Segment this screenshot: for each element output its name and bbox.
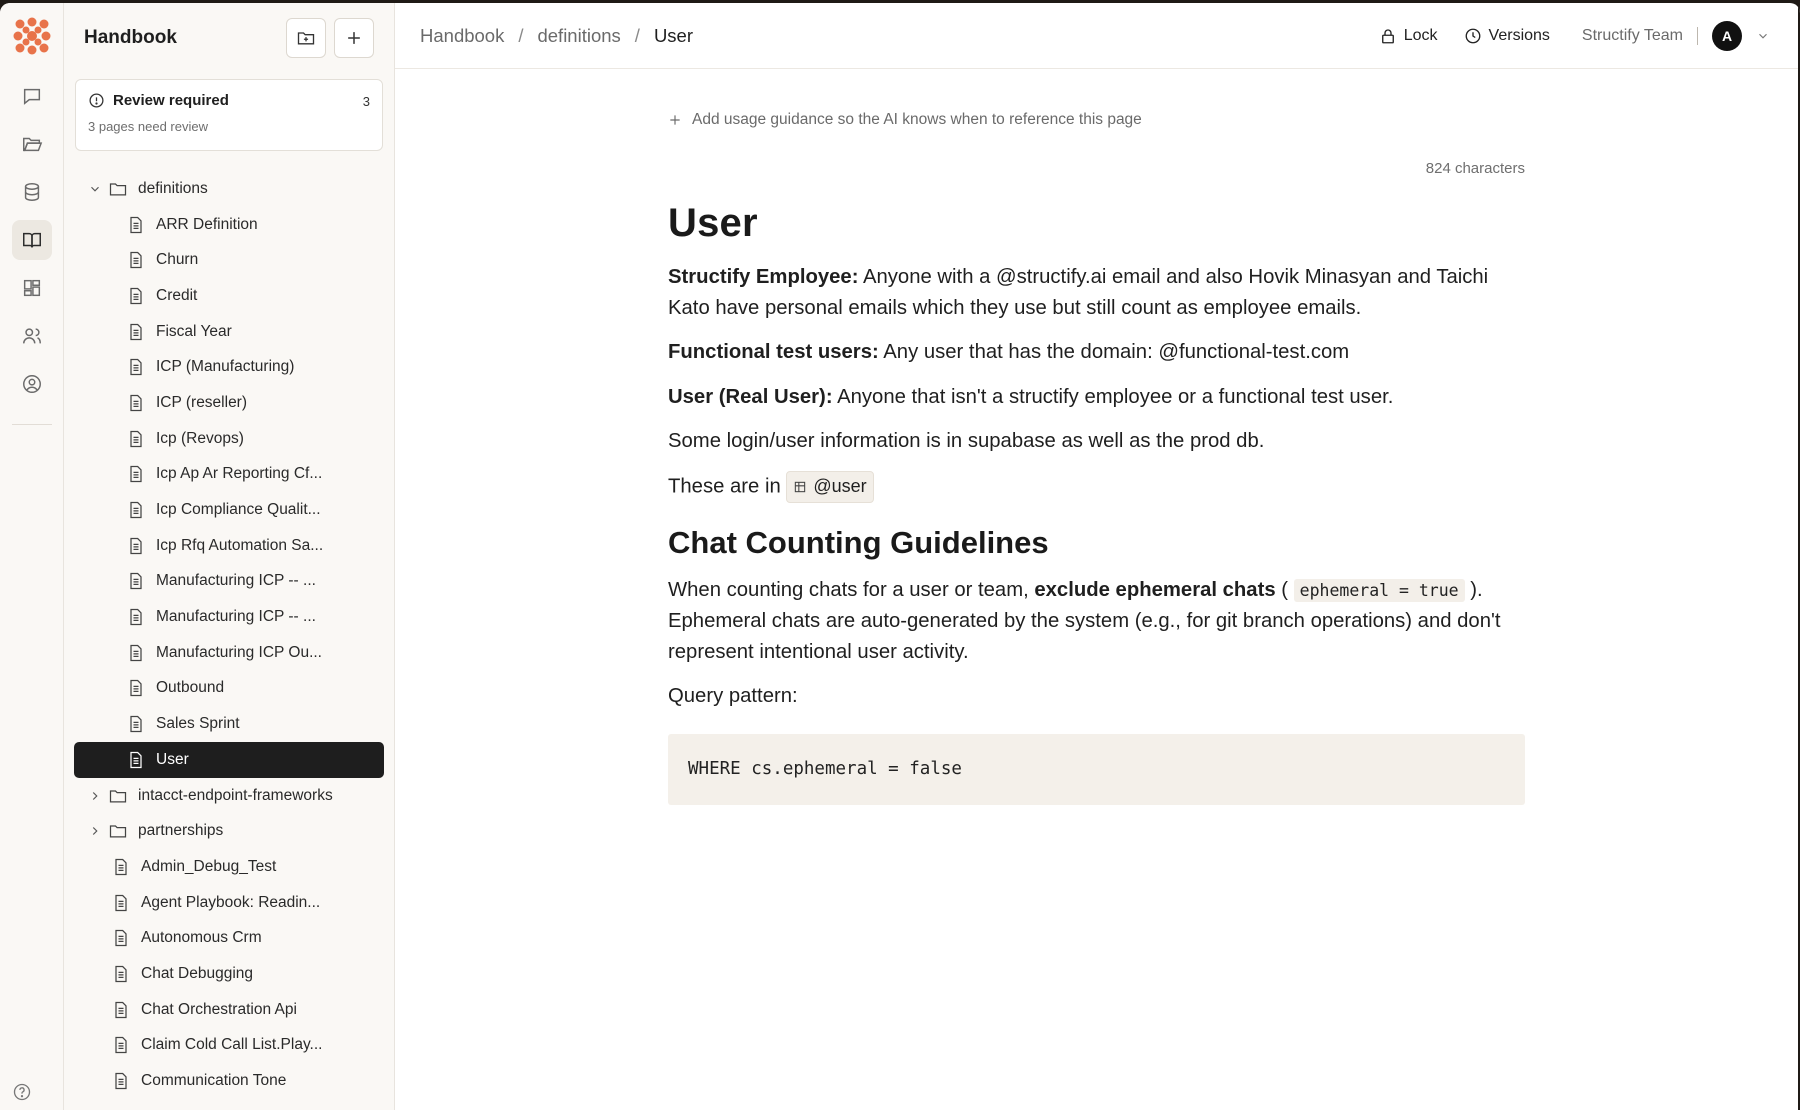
document-icon (126, 750, 146, 770)
chat-icon[interactable] (12, 76, 52, 116)
tree-item[interactable] (64, 992, 394, 1028)
tree-item-label: Manufacturing ICP Ou... (156, 643, 322, 661)
tree-item-label: Agent Playbook: Readin... (141, 893, 321, 911)
paragraph[interactable] (668, 426, 1525, 457)
paragraph[interactable] (668, 471, 1525, 503)
main-area (395, 3, 1800, 1110)
lock-label: Lock (1403, 27, 1438, 44)
book-icon[interactable] (12, 220, 52, 260)
code-block[interactable]: WHERE cs.ephemeral = false (668, 734, 1525, 805)
document-icon (126, 607, 146, 627)
page-tree (64, 171, 394, 1099)
document-icon (126, 286, 146, 306)
plus-icon (344, 28, 364, 48)
tree-item[interactable] (64, 885, 394, 921)
tree-item-label: Sales Sprint (156, 715, 240, 733)
character-count: 824 characters (1425, 160, 1525, 177)
document-icon (126, 393, 146, 413)
section-heading[interactable]: Chat Counting Guidelines (668, 524, 1049, 560)
handbook-sidebar (64, 3, 395, 1110)
tree-item-label: Autonomous Crm (141, 929, 262, 947)
bold-term: Structify Employee: (668, 266, 859, 288)
lock-button[interactable] (1373, 23, 1444, 49)
tree-item-label: Fiscal Year (156, 322, 232, 340)
document-icon (126, 678, 146, 698)
tree-item-label: Churn (156, 251, 199, 269)
review-title: Review required (113, 92, 229, 109)
paragraph-text: Any user that has the domain: @functional-test.com (878, 341, 1350, 363)
tree-item-label: Icp Ap Ar Reporting Cf... (156, 465, 323, 483)
tree-item-label: Chat Orchestration Api (141, 1000, 297, 1018)
table-icon (793, 480, 807, 494)
folder-icon (108, 179, 128, 199)
breadcrumb-separator: / (518, 25, 524, 46)
avatar[interactable]: A (1712, 21, 1742, 51)
paragraph-text: Anyone that isn't a structify employee or a functional test user. (832, 385, 1394, 408)
new-page-button[interactable] (334, 18, 374, 58)
tree-item[interactable] (64, 849, 394, 885)
review-subtitle: 3 pages need review (88, 119, 208, 134)
tree-item-label: User (156, 750, 189, 768)
bold-term: User (Real User): (668, 385, 833, 408)
alert-circle-icon (88, 92, 105, 109)
folder-icon (108, 821, 128, 841)
structify-logo[interactable] (12, 16, 52, 56)
chevron-right-icon[interactable] (88, 789, 102, 803)
paragraph-text: ( (1275, 578, 1294, 601)
tree-item[interactable] (64, 314, 394, 350)
tree-item[interactable] (64, 421, 394, 457)
paragraph-text: Query pattern: (668, 685, 798, 707)
lock-icon (1379, 27, 1397, 45)
document-icon (126, 571, 146, 591)
folder-partnerships[interactable] (64, 813, 394, 849)
chevron-down-icon[interactable] (1756, 29, 1770, 43)
tree-item-label: Manufacturing ICP -- ... (156, 608, 316, 626)
guidance-label: Add usage guidance so the AI knows when to reference this page (692, 111, 1142, 128)
tree-item-label: Communication Tone (141, 1072, 287, 1090)
folder-icon (108, 786, 128, 806)
document-icon (126, 429, 146, 449)
app-window (0, 3, 1800, 1110)
sidebar-title: Handbook (84, 27, 177, 48)
plus-icon (668, 113, 682, 127)
add-guidance-button[interactable] (668, 111, 1525, 129)
tree-item-label: ICP (reseller) (156, 393, 248, 411)
users-icon[interactable] (12, 316, 52, 356)
tree-item-label: Credit (156, 286, 198, 304)
document-icon (111, 1071, 131, 1091)
folder-open-icon[interactable] (12, 124, 52, 164)
folder-label: partnerships (138, 822, 224, 840)
folder-label: definitions (138, 179, 208, 197)
new-folder-button[interactable] (286, 18, 326, 58)
rail-divider (12, 424, 52, 425)
tree-item-label: Admin_Debug_Test (141, 857, 277, 875)
tree-item[interactable] (64, 956, 394, 992)
tree-item-selected[interactable] (74, 742, 384, 778)
icon-rail (0, 3, 64, 1110)
document-icon (126, 536, 146, 556)
tree-item[interactable] (64, 278, 394, 314)
versions-button[interactable] (1458, 23, 1556, 49)
top-bar (395, 3, 1800, 69)
tree-item[interactable] (64, 457, 394, 493)
paragraph[interactable] (668, 262, 1525, 323)
tree-item[interactable] (64, 599, 394, 635)
document-icon (111, 928, 131, 948)
tree-item[interactable] (64, 349, 394, 385)
versions-label: Versions (1488, 27, 1550, 44)
folder-intacct[interactable] (64, 778, 394, 814)
dashboard-icon[interactable] (12, 268, 52, 308)
tree-item-label: Icp (Revops) (156, 429, 244, 447)
document-icon (111, 857, 131, 877)
tree-item-label: Chat Debugging (141, 964, 254, 982)
tree-item[interactable] (64, 564, 394, 600)
tree-item[interactable] (64, 528, 394, 564)
document-icon (111, 964, 131, 984)
tree-item[interactable] (64, 635, 394, 671)
document-icon (111, 1035, 131, 1055)
tree-item[interactable] (64, 706, 394, 742)
tree-item[interactable] (64, 385, 394, 421)
tree-item[interactable] (64, 1063, 394, 1099)
database-icon[interactable] (12, 172, 52, 212)
document-icon (126, 714, 146, 734)
paragraph-text: These are in (668, 474, 787, 497)
bold-term: exclude ephemeral chats (1034, 578, 1276, 601)
folder-definitions[interactable] (64, 171, 394, 207)
tree-item-label: Icp Compliance Qualit... (156, 501, 321, 519)
document-icon (126, 357, 146, 377)
bold-term: Functional test users: (668, 341, 879, 363)
paragraph[interactable] (668, 382, 1525, 413)
paragraph[interactable] (668, 681, 1525, 712)
document-icon (111, 893, 131, 913)
tree-item[interactable] (64, 242, 394, 278)
review-count-badge: 3 (362, 94, 370, 109)
paragraph-text: When counting chats for a user or team, (668, 578, 1035, 601)
paragraph[interactable] (668, 337, 1525, 368)
chevron-right-icon[interactable] (88, 824, 102, 838)
breadcrumb (420, 25, 693, 47)
folder-label: intacct-endpoint-frameworks (138, 786, 333, 804)
paragraph-text: ). Ephemeral chats are auto-generated by the system (e.g., for git branch operations) and don't represent intentional user activity. (668, 578, 1501, 663)
divider (1697, 27, 1698, 45)
clock-icon (1464, 27, 1482, 45)
document-icon (111, 1000, 131, 1020)
tree-item-label: Manufacturing ICP -- ... (156, 572, 316, 590)
document-icon (126, 215, 146, 235)
inline-code: ephemeral = true (1294, 579, 1465, 602)
document-icon (126, 643, 146, 663)
tree-item[interactable] (64, 1028, 394, 1064)
breadcrumb-definitions[interactable]: definitions (537, 25, 621, 46)
review-required-card[interactable] (75, 79, 383, 151)
paragraph[interactable] (668, 575, 1525, 668)
tree-item-label: ICP (Manufacturing) (156, 358, 295, 376)
account-icon[interactable] (12, 364, 52, 404)
help-icon[interactable] (12, 1082, 32, 1102)
tree-item[interactable] (64, 671, 394, 707)
document-icon (126, 464, 146, 484)
tree-item-label: Outbound (156, 679, 225, 697)
page-title[interactable]: User (668, 201, 758, 245)
paragraph-text: Some login/user information is in supabase as well as the prod db. (668, 430, 1265, 452)
document-icon (126, 500, 146, 520)
table-reference-chip[interactable] (786, 471, 873, 503)
paragraph-text: Anyone with a @structify.ai email and also Hovik Minasyan and Taichi Kato have personal emails which they use but still count as employee emails. (668, 266, 1489, 319)
document-content (668, 69, 1525, 805)
tree-item-label: Icp Rfq Automation Sa... (156, 536, 324, 554)
chevron-down-icon[interactable] (88, 182, 102, 196)
tree-item-label: ARR Definition (156, 215, 258, 233)
breadcrumb-handbook[interactable]: Handbook (420, 25, 505, 46)
tree-item[interactable] (64, 920, 394, 956)
document-icon (126, 250, 146, 270)
reference-label: @user (813, 476, 867, 497)
tree-item[interactable] (64, 207, 394, 243)
breadcrumb-current: User (653, 25, 693, 46)
folder-plus-icon (296, 28, 316, 48)
tree-item-label: Claim Cold Call List.Play... (141, 1036, 323, 1054)
team-name[interactable]: Structify Team (1581, 27, 1683, 44)
document-icon (126, 322, 146, 342)
tree-item[interactable] (64, 492, 394, 528)
sidebar-header (64, 3, 394, 73)
breadcrumb-separator: / (634, 25, 640, 46)
